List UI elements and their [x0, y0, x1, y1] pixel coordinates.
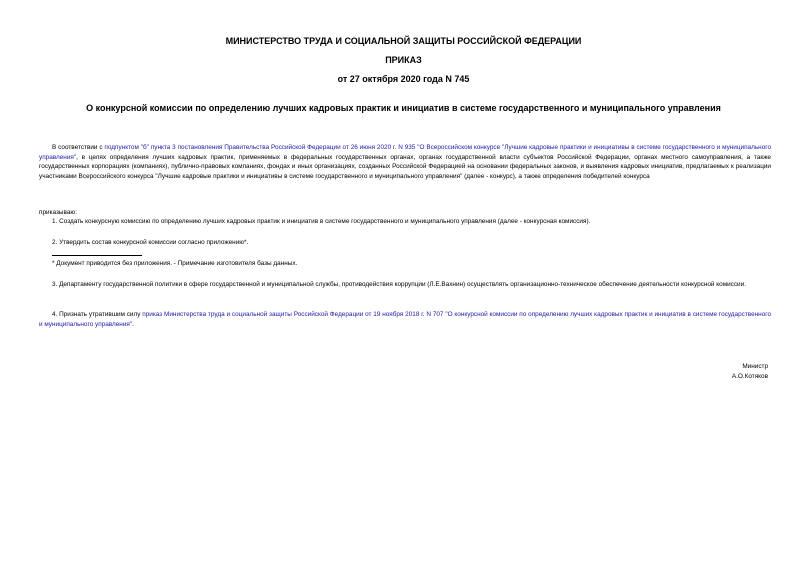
- item4-tail: .: [132, 320, 134, 328]
- order-item-1: 1. Создать конкурсную комиссию по определению лучших кадровых практик и инициатив в системе государственного и муниципального управления (далее - конкурсная комиссия).: [52, 218, 591, 225]
- document-title: О конкурсной комиссии по определению лучших кадровых практик и инициатив в системе государственного и муниципального управления: [86, 103, 721, 113]
- preamble-rest: , в целях определения лучших кадровых практик, применяемых в федеральных государственных органах, органах государственной власти субъектов Российской Федерации, органах местного самоуправления, а также государственных корпорациях (компаниях), публично-правовых компаниях, фондах и иных организациях, созданных Российской Федерацией на основании федеральных законов, и выявления кадровых инициатив, предлагаемых к реализации участниками Всероссийского конкурса "Лучшие кадровые практики и инициативы в системе государственного и муниципального управления" (далее - конкурс), а также определения победителей конкурса: [39, 153, 771, 180]
- orders-word: приказываю:: [39, 209, 77, 216]
- resolution-link[interactable]: подпунктом "б" пункта 3 постановления Правительства Российской Федерации от 26 июня 2020 г. N 935 "О Всероссийском конкурсе "Лучшие кадровые практики и инициативы в системе государственного и муниципального управления": [39, 144, 771, 161]
- signature-name: А.О.Котяков: [731, 373, 768, 380]
- signature-position: Министр: [742, 363, 768, 370]
- order-item-2: 2. Утвердить состав конкурсной комиссии согласно приложению*.: [52, 239, 249, 246]
- order-item-4: [39, 310, 771, 329]
- footnote-divider: [52, 255, 142, 256]
- preamble-paragraph: [39, 143, 771, 181]
- item4-lead: 4. Признать утратившим силу: [52, 311, 143, 318]
- repealed-order-link[interactable]: приказ Министерства труда и социальной защиты Российской Федерации от 19 ноября 2018 г. N 707 "О конкурсной комиссии по определению лучших кадровых практик и инициатив в системе государственного и муниципального управления": [39, 311, 772, 328]
- document-type: ПРИКАЗ: [385, 55, 422, 65]
- preamble-lead: В соответствии с: [52, 144, 105, 151]
- ministry-name: МИНИСТЕРСТВО ТРУДА И СОЦИАЛЬНОЙ ЗАЩИТЫ РОССИЙСКОЙ ФЕДЕРАЦИИ: [225, 36, 582, 46]
- order-item-3: 3. Департаменту государственной политики в сфере государственной и муниципальной службы, противодействия коррупции (Л.Е.Вахнин) осуществлять организационно-техническое обеспечение деятельности конкурсной комиссии.: [52, 281, 746, 288]
- footnote: * Документ приводится без приложения. - Примечание изготовителя базы данных.: [52, 260, 298, 267]
- document-date-number: от 27 октября 2020 года N 745: [337, 74, 470, 84]
